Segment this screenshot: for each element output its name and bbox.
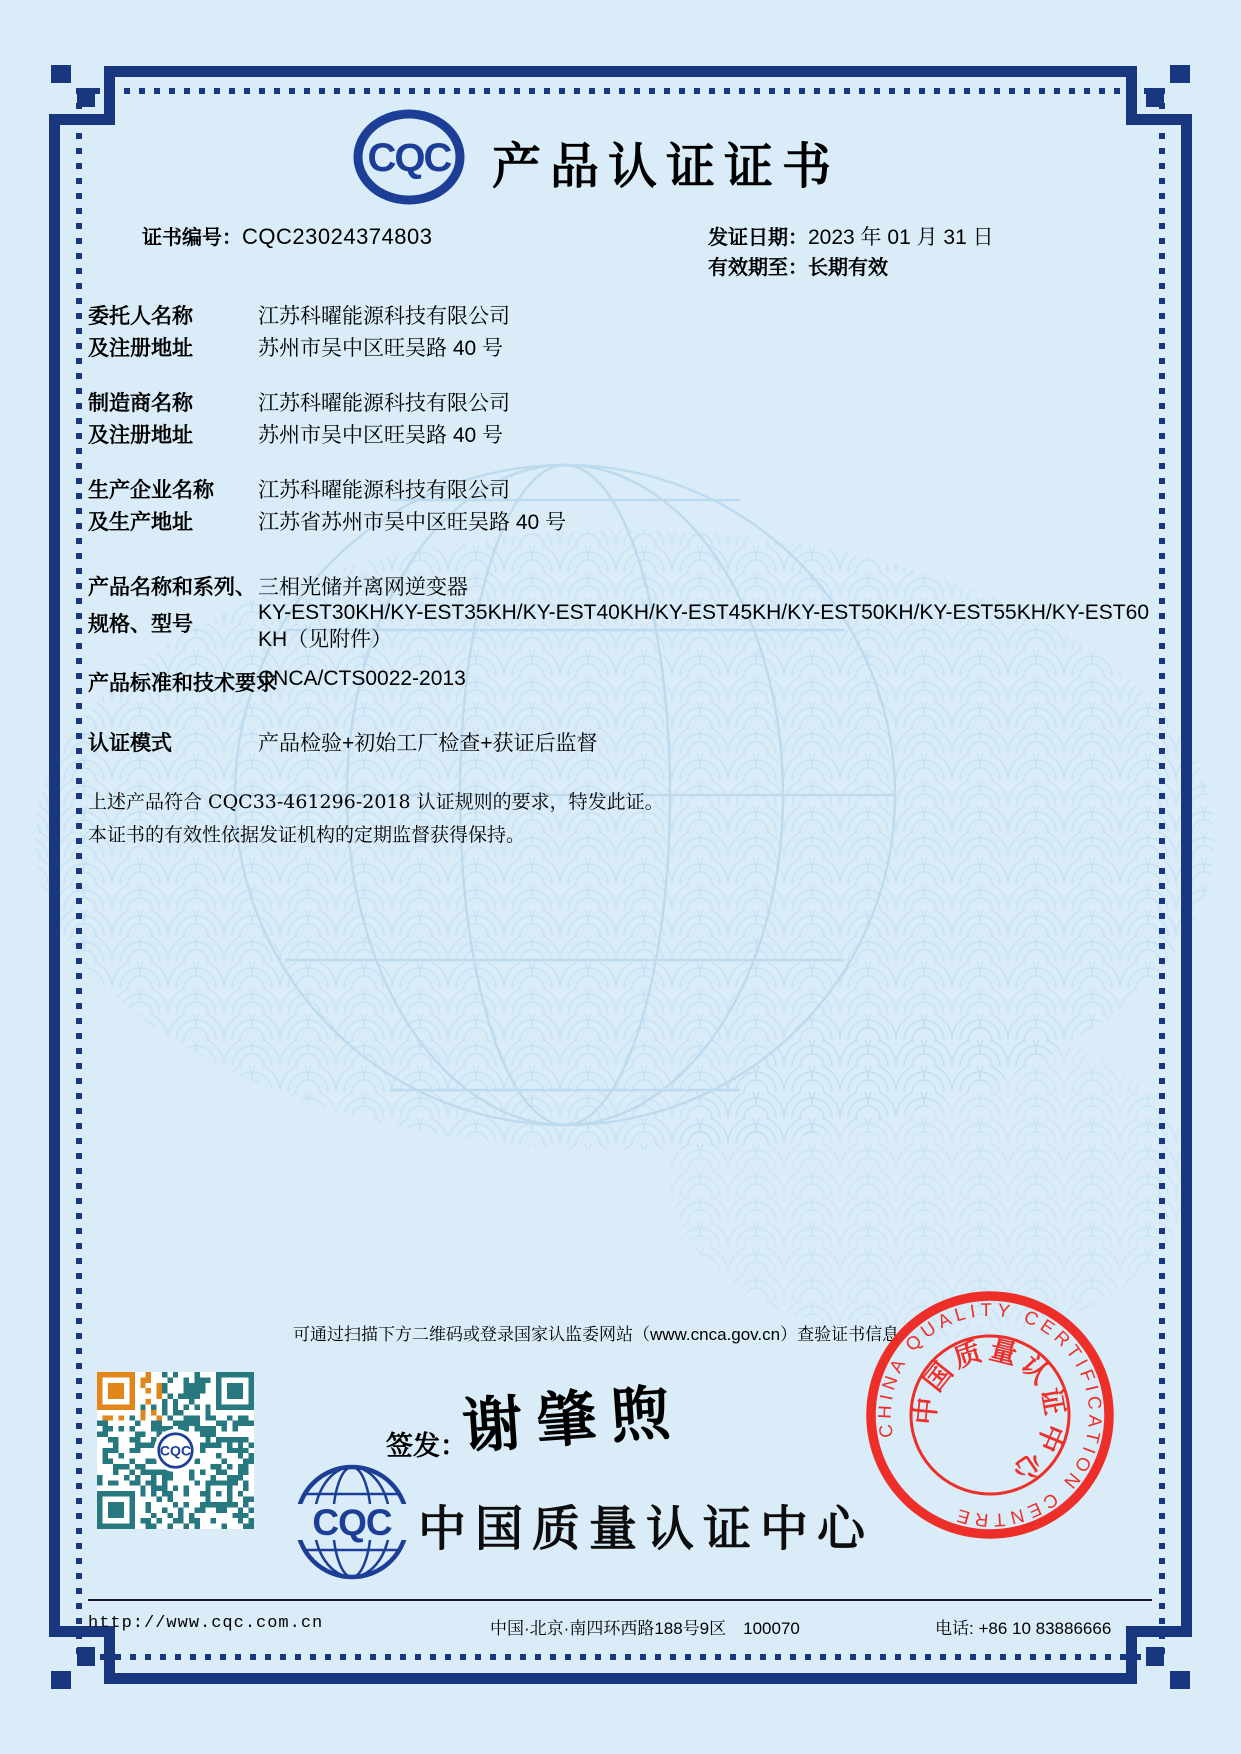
issue-date-value: 2023 年 01 月 31 日 <box>808 226 994 249</box>
mode-value: 产品检验+初始工厂检查+获证后监督 <box>258 732 598 755</box>
field-value: 苏州市吴中区旺吴路 40 号 <box>258 424 504 447</box>
statement-line1: 上述产品符合 CQC33-461296-2018 认证规则的要求，特发此证。 <box>88 791 664 813</box>
qr-code <box>97 1372 254 1529</box>
field-label: 制造商名称 <box>88 392 193 415</box>
field-label: 委托人名称 <box>88 305 193 328</box>
sign-label: 签发： <box>386 1431 467 1462</box>
field-value: 江苏科曜能源科技有限公司 <box>258 392 510 415</box>
seal-ring-text: CHINA QUALITY CERTIFICATION CENTRE <box>873 1298 1107 1532</box>
product-models: KY-EST30KH/KY-EST35KH/KY-EST40KH/KY-EST45KH/KY-EST50KH/KY-EST55KH/KY-EST60KH（见附件） <box>258 601 1149 651</box>
footer-divider <box>88 1599 1152 1601</box>
product-name: 三相光储并离网逆变器 <box>258 576 468 599</box>
footer-phone: 电话: +86 10 83886666 <box>935 1619 1112 1638</box>
product-label-line1: 产品名称和系列、 <box>88 576 256 599</box>
valid-until-line <box>708 251 888 280</box>
issue-date-label: 发证日期： <box>708 225 808 249</box>
mode-label: 认证模式 <box>88 732 172 755</box>
svg-text:CQC: CQC <box>367 136 451 180</box>
cert-number-label: 证书编号： <box>142 225 242 249</box>
verification-note: 可通过扫描下方二维码或登录国家认监委网站（www.cnca.gov.cn）查验证书信息 <box>293 1325 900 1344</box>
field-value: 江苏省苏州市吴中区旺吴路 40 号 <box>258 511 567 534</box>
seal-inner-text: 中国质量认证中心 <box>909 1334 1071 1490</box>
field-label: 及注册地址 <box>88 424 193 447</box>
statement-line2: 本证书的有效性依据发证机构的定期监督获得保持。 <box>88 824 526 846</box>
page-title: 产品认证证书 <box>492 140 841 194</box>
cert-number-line <box>142 221 432 250</box>
official-seal <box>860 1285 1120 1545</box>
cqc-logo <box>350 108 468 206</box>
svg-text:CHINA QUALITY CERTIFICATION CE <box>860 1285 1120 1545</box>
standard-value: CNCA/CTS0022-2013 <box>258 667 466 690</box>
product-label-line2: 规格、型号 <box>88 613 193 636</box>
field-value: 江苏科曜能源科技有限公司 <box>258 305 510 328</box>
field-label: 生产企业名称 <box>88 479 214 502</box>
footer-website: http://www.cqc.com.cn <box>88 1614 324 1633</box>
field-label: 及生产地址 <box>88 511 193 534</box>
organization-name: 中国质量认证中心 <box>418 1503 875 1556</box>
valid-until-label: 有效期至： <box>708 255 808 279</box>
cert-number-value: CQC23024374803 <box>242 224 433 249</box>
field-label: 及注册地址 <box>88 337 193 360</box>
field-value: 江苏科曜能源科技有限公司 <box>258 479 510 502</box>
svg-text:CQC: CQC <box>312 1502 392 1543</box>
svg-text:CQC: CQC <box>159 1442 192 1459</box>
qr-code-svg <box>97 1372 254 1529</box>
issue-date-line <box>708 221 994 251</box>
cqc-globe-logo <box>292 1462 412 1582</box>
footer-address: 中国·北京·南四环西路188号9区 100070 <box>490 1619 800 1638</box>
standard-label: 产品标准和技术要求 <box>88 672 277 695</box>
field-value: 苏州市吴中区旺吴路 40 号 <box>258 337 504 360</box>
signature-handwriting: 谢肇煦 <box>460 1377 687 1463</box>
valid-until-value: 长期有效 <box>808 255 888 279</box>
